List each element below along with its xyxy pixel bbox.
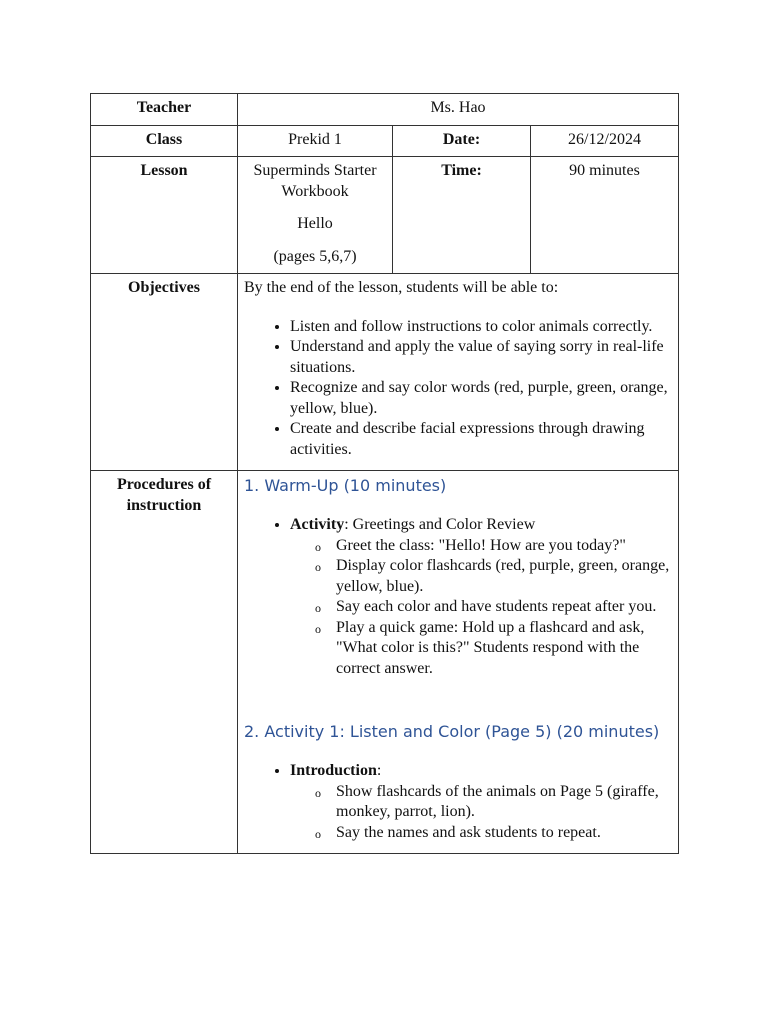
warm-up-activity-text: : Greetings and Color Review <box>344 516 536 533</box>
activity-1-step: o Say the names and ask students to repeat. <box>336 823 672 844</box>
procedures-content <box>238 471 679 854</box>
warm-up-step: o Play a quick game: Hold up a flashcard and ask, "What color is this?" Students respond with the correct answer. <box>336 618 672 680</box>
date-value: 26/12/2024 <box>531 125 679 157</box>
warm-up-steps <box>290 536 672 680</box>
objectives-list <box>244 317 672 461</box>
lesson-book-title: Superminds Starter Workbook <box>253 162 377 200</box>
objective-item: • Recognize and say color words (red, purple, green, orange, yellow, blue). <box>290 378 672 419</box>
date-label: Date: <box>393 125 531 157</box>
teacher-row <box>91 94 679 126</box>
procedures-row <box>91 471 679 854</box>
lesson-label: Lesson <box>91 157 238 274</box>
class-label: Class <box>91 125 238 157</box>
objectives-content <box>238 274 679 471</box>
objectives-label: Objectives <box>91 274 238 471</box>
lesson-pages: (pages 5,6,7) <box>273 247 357 265</box>
lesson-unit-name: Hello <box>297 215 333 232</box>
warm-up-step: o Display color flashcards (red, purple, green, orange, yellow, blue). <box>336 556 672 597</box>
objectives-row <box>91 274 679 471</box>
activity-1-introduction-label: Introduction <box>290 762 377 779</box>
activity-1-introduction-text: : <box>376 762 382 779</box>
activity-1-step: o Show flashcards of the animals on Page 5 (giraffe, monkey, parrot, lion). <box>336 782 672 823</box>
time-label: Time: <box>393 157 531 274</box>
objectives-intro: By the end of the lesson, students will be able to: <box>244 279 559 296</box>
procedures-label: Procedures of instruction <box>91 471 238 854</box>
objective-item: • Create and describe facial expressions through drawing activities. <box>290 419 672 460</box>
warm-up-step: o Greet the class: "Hello! How are you today?" <box>336 536 672 557</box>
warm-up-activity-label: Activity <box>290 516 345 533</box>
class-value: Prekid 1 <box>238 125 393 157</box>
lesson-plan-table <box>90 93 679 854</box>
teacher-label: Teacher <box>91 94 238 126</box>
teacher-value: Ms. Hao <box>238 94 679 126</box>
activity-1-steps <box>290 782 672 844</box>
activity-1-heading: 2. Activity 1: Listen and Color (Page 5) (20 minutes) <box>244 722 660 741</box>
lesson-row <box>91 157 679 274</box>
section-spacer <box>244 683 672 721</box>
lesson-value <box>238 157 393 274</box>
warm-up-step: o Say each color and have students repeat after you. <box>336 597 672 618</box>
warm-up-heading: 1. Warm-Up (10 minutes) <box>244 476 447 495</box>
warm-up-list <box>244 515 672 679</box>
activity-1-introduction <box>290 761 672 843</box>
activity-1-list <box>244 761 672 843</box>
time-value: 90 minutes <box>531 157 679 274</box>
class-row <box>91 125 679 157</box>
objective-item: • Listen and follow instructions to color animals correctly. <box>290 317 672 338</box>
objective-item: • Understand and apply the value of saying sorry in real-life situations. <box>290 337 672 378</box>
warm-up-activity <box>290 515 672 679</box>
